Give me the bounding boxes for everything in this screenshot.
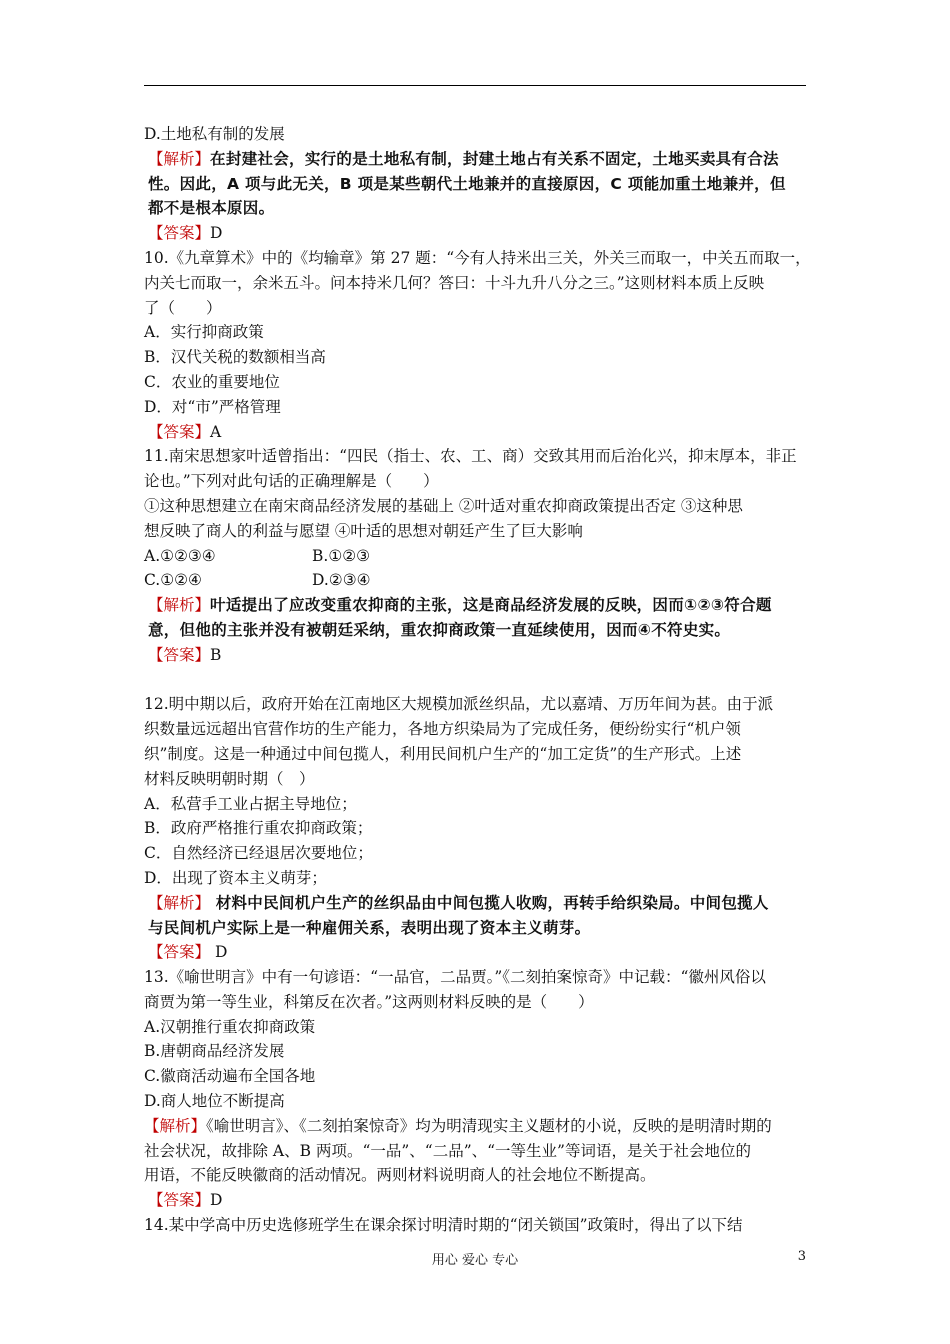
line-text: D <box>210 1191 223 1210</box>
line-text: 性。因此，A 项与此无关，B 项是某些朝代土地兼并的直接原因，C 项能加重土地兼并，但 <box>148 174 786 193</box>
line-text: D <box>210 224 223 243</box>
text-line <box>144 717 812 742</box>
line-text: B．政府严格推行重农抑商政策； <box>144 819 373 838</box>
text-line <box>144 494 812 519</box>
text-line <box>144 544 812 569</box>
text-line <box>144 990 812 1015</box>
line-text: 13.《喻世明言》中有一句谚语：“一品官，二品贾。”《二刻拍案惊奇》中记载：“徽州风俗以 <box>144 968 766 987</box>
section-tag: 【答案】 <box>148 1191 211 1210</box>
section-tag: 【答案】 <box>148 422 211 441</box>
section-tag: 【答案】 <box>148 224 211 243</box>
text-line <box>144 1015 812 1040</box>
option-b: D.②③④ <box>312 571 371 590</box>
option-a: C.①②④ <box>144 571 202 590</box>
text-line <box>144 395 812 420</box>
line-text: A <box>210 422 222 441</box>
line-text: A.汉朝推行重农抑商政策 <box>144 1017 316 1036</box>
line-text: A．私营手工业占据主导地位； <box>144 794 357 813</box>
text-line <box>144 296 812 321</box>
text-line <box>144 147 812 172</box>
option-b: B.①②③ <box>312 546 371 565</box>
text-line <box>144 940 812 965</box>
text-line <box>144 370 812 395</box>
section-tag: 【解析】 <box>148 596 211 615</box>
text-line <box>144 246 812 271</box>
line-text: 商贾为第一等生业，科第反在次者。”这两则材料反映的是（ ） <box>144 992 594 1011</box>
text-line <box>144 1213 812 1238</box>
section-tag: 【解析】 <box>148 893 211 912</box>
line-text: 都不是根本原因。 <box>148 199 275 218</box>
text-line <box>144 742 812 767</box>
section-tag: 【答案】 <box>148 943 211 962</box>
footer-slogan: 用心 爱心 专心 <box>431 1253 519 1268</box>
text-line <box>144 1163 812 1188</box>
line-text: 与民间机户实际上是一种雇佣关系，表明出现了资本主义萌芽。 <box>148 918 591 937</box>
text-line <box>144 816 812 841</box>
option-a: A.①②③④ <box>144 546 216 565</box>
text-line <box>144 1139 812 1164</box>
text-line <box>144 965 812 990</box>
line-text: 《喻世明言》、《二刻拍案惊奇》均为明清现实主义题材的小说，反映的是明清时期的 <box>206 1116 772 1135</box>
text-line <box>144 519 812 544</box>
line-text: 11.南宋思想家叶适曾指出：“四民（指士、农、工、商）交致其用而后治化兴，抑末厚本，非正 <box>144 447 797 466</box>
line-text: 材料中民间机户生产的丝织品由中间包揽人收购，再转手给织染局。中间包揽人 <box>210 893 769 912</box>
page-number: 3 <box>797 1249 806 1264</box>
text-line <box>144 1039 812 1064</box>
line-text: 社会状况，故排除 A、B 两项。“一品”、“二品”、“一等生业”等词语，是关于社会地位的 <box>144 1141 751 1160</box>
line-text: D <box>210 943 228 962</box>
text-line <box>144 792 812 817</box>
header-rule <box>144 85 806 86</box>
line-text: 内关七而取一，余米五斗。问本持米几何？答曰：十斗九升八分之三。”这则材料本质上反映 <box>144 273 765 292</box>
text-line <box>144 668 812 693</box>
line-text: 织数量远远超出官营作坊的生产能力，各地方织染局为了完成任务，便纷纷实行“机户领 <box>144 720 741 739</box>
text-line <box>144 345 812 370</box>
text-line <box>144 1064 812 1089</box>
text-line <box>144 469 812 494</box>
section-tag: 【答案】 <box>148 645 211 664</box>
line-text: 10.《九章算术》中的《均输章》第 27 题：“今有人持米出三关，外关三而取一，中关五而取一， <box>144 248 811 267</box>
text-line <box>144 420 812 445</box>
line-text: D．出现了资本主义萌芽； <box>144 868 327 887</box>
line-text: 想反映了商人的利益与愿望 ④叶适的思想对朝廷产生了巨大影响 <box>144 521 583 540</box>
line-text: 意，但他的主张并没有被朝廷采纳，重农抑商政策一直延续使用，因而④不符史实。 <box>148 620 731 639</box>
line-text: D.土地私有制的发展 <box>144 125 285 143</box>
text-line <box>144 618 812 643</box>
line-text: 14.某中学高中历史选修班学生在课余探讨明清时期的“闭关锁国”政策时，得出了以下结 <box>144 1216 743 1235</box>
text-line <box>144 643 812 668</box>
line-text: 论也。”下列对此句话的正确理解是（ ） <box>144 472 439 491</box>
section-tag: 【解析】 <box>144 1116 207 1135</box>
line-text: B <box>210 645 222 664</box>
text-line <box>144 320 812 345</box>
line-text: 了（ ） <box>144 298 222 317</box>
text-line <box>144 1188 812 1213</box>
line-text: 叶适提出了应改变重农抑商的主张，这是商品经济发展的反映，因而①②③符合题 <box>210 596 772 615</box>
line-text: 织”制度。这是一种通过中间包揽人，利用民间机户生产的“加工定货”的生产形式。上述 <box>144 744 742 763</box>
line-text: ①这种思想建立在南宋商品经济发展的基础上 ②叶适对重农抑商政策提出否定 ③这种思 <box>144 496 743 515</box>
text-line <box>144 841 812 866</box>
line-text: C.徽商活动遍布全国各地 <box>144 1067 316 1086</box>
text-line <box>144 568 812 593</box>
text-line <box>144 692 812 717</box>
text-line <box>144 866 812 891</box>
text-line <box>144 593 812 618</box>
text-line <box>144 916 812 941</box>
line-text: D.商人地位不断提高 <box>144 1092 285 1111</box>
line-text: B．汉代关税的数额相当高 <box>144 348 326 367</box>
line-text: A．实行抑商政策 <box>144 323 264 342</box>
line-text: C．自然经济已经退居次要地位； <box>144 844 373 863</box>
line-text: 12.明中期以后，政府开始在江南地区大规模加派丝织品，尤以嘉靖、万历年间为甚。由于派 <box>144 695 774 714</box>
text-line <box>144 767 812 792</box>
text-line <box>144 444 812 469</box>
line-text: 材料反映明朝时期（ ） <box>144 769 315 788</box>
text-line <box>144 1089 812 1114</box>
text-line <box>144 221 812 246</box>
text-line <box>144 122 812 147</box>
line-text: 在封建社会，实行的是土地私有制，封建土地占有关系不固定，土地买卖具有合法 <box>210 149 779 168</box>
text-line <box>144 891 812 916</box>
text-line <box>144 172 812 197</box>
line-text: 用语，不能反映徽商的活动情况。两则材料说明商人的社会地位不断提高。 <box>144 1166 656 1185</box>
document-body <box>144 122 812 1238</box>
text-line <box>144 271 812 296</box>
line-text: C．农业的重要地位 <box>144 372 280 391</box>
text-line <box>144 1114 812 1139</box>
line-text: D．对“市”严格管理 <box>144 397 281 416</box>
line-text: B.唐朝商品经济发展 <box>144 1042 285 1061</box>
section-tag: 【解析】 <box>148 149 211 168</box>
text-line <box>144 196 812 221</box>
